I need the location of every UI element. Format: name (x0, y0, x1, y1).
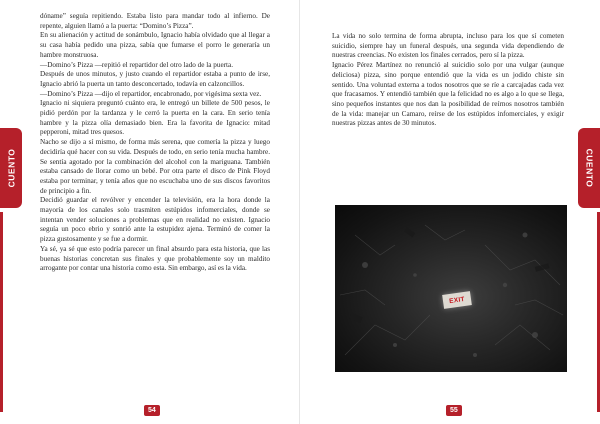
exit-sign-photo (335, 205, 567, 372)
page-number: 55 (446, 405, 462, 416)
paragraph: dóname” seguía repitiendo. Estaba listo para mandar todo al infierno. De repente, alguien llamó a la puerta: “Domino’s Pizza”. (40, 12, 270, 30)
page-number: 54 (144, 405, 160, 416)
section-tab-label: CUENTO (584, 148, 594, 188)
paragraph: Ignacio Pérez Martínez no renunció al suicidio solo por una vulgar (aunque deliciosa) pizza, sino porque entendió que la vida es un jodido chiste sin sentido. Una voluntad externa a todos nosotros que se ríe a carcajadas cada vez que fracasamos. Y entendió también que la felicidad no es algo a lo que se llega, sino pequeños instantes que nos dan la posibilidad de reírnos nosotros también de la vida: manejar un Camaro, reírse de los estúpidos infomerciales, y exigir nuestras pizzas antes de 30 minutos. (332, 61, 564, 128)
left-page-text (40, 12, 270, 274)
section-tab-label: CUENTO (6, 148, 16, 188)
paragraph: Ignacio ni siquiera preguntó cuánto era, le entregó un billete de 500 pesos, le pidió perdón por la tardanza y le cerró la puerta en la cara. En serio tenía hambre y la pizza olía demasiado bien. Era la favorita de Ignacio: mitad pepperoni, mitad tres quesos. (40, 99, 270, 137)
right-page (300, 0, 600, 424)
paragraph: En su alienación y actitud de sonámbulo, Ignacio había olvidado que al llegar a su casa había pedido una pizza, sabía que fumarse el porro le generaría un hambre monstruosa. (40, 31, 270, 59)
paragraph: Decidió guardar el revólver y encender la televisión, era la hora donde la mayoría de los canales solo trasmiten estúpidos infomerciales, donde se intentan vender soluciones a problemas que en realidad no existen. Ignacio seguía un poco ebrio y sonrió ante la estupidez ajena. Terminó de comer la pizza gustosamente y se fue a dormir. (40, 196, 270, 244)
section-tab-right (578, 128, 600, 208)
rubble-texture (335, 205, 567, 372)
section-tab-left (0, 128, 22, 208)
paragraph: Después de unos minutos, y justo cuando el repartidor estaba a punto de irse, Ignacio abrió la puerta un tanto desconcertado, todavía en calzoncillos. (40, 70, 270, 88)
paragraph: —Domino’s Pizza —repitió el repartidor del otro lado de la puerta. (40, 60, 234, 69)
exit-sign-label: EXIT (448, 295, 466, 305)
paragraph: Ya sé, ya sé que esto podría parecer un final absurdo para esta historia, que las buenas historias concretan sus finales y que probablemente soy un maldito arrogante por contar una historia como esta. Sin embargo, así es la vida. (40, 244, 270, 273)
side-accent-line (0, 212, 3, 412)
paragraph: —Domino’s Pizza —dijo el repartidor, encabronado, por vigésima sexta vez. (40, 89, 262, 98)
paragraph: Nacho se dijo a sí mismo, de forma más serena, que comería la pizza y luego decidiría qué hacer con su vida. Después de todo, en serio tenía mucha hambre. Se sentía agotado por la combinación del alcohol con la mariguana. También estaba cansado de llorar como un bebé. Por otra parte el disco de Pink Floyd estaba por terminar, y tenía años que no escuchaba uno de sus discos favoritos de principio a fin. (40, 138, 270, 195)
paragraph: La vida no solo termina de forma abrupta, incluso para los que sí cometen suicidio, siempre hay un funeral después, una segunda vida dependiendo de nuestras creencias. No existen los finales cerrados, pero sí la pizza. (332, 32, 564, 60)
right-page-text (332, 32, 564, 129)
